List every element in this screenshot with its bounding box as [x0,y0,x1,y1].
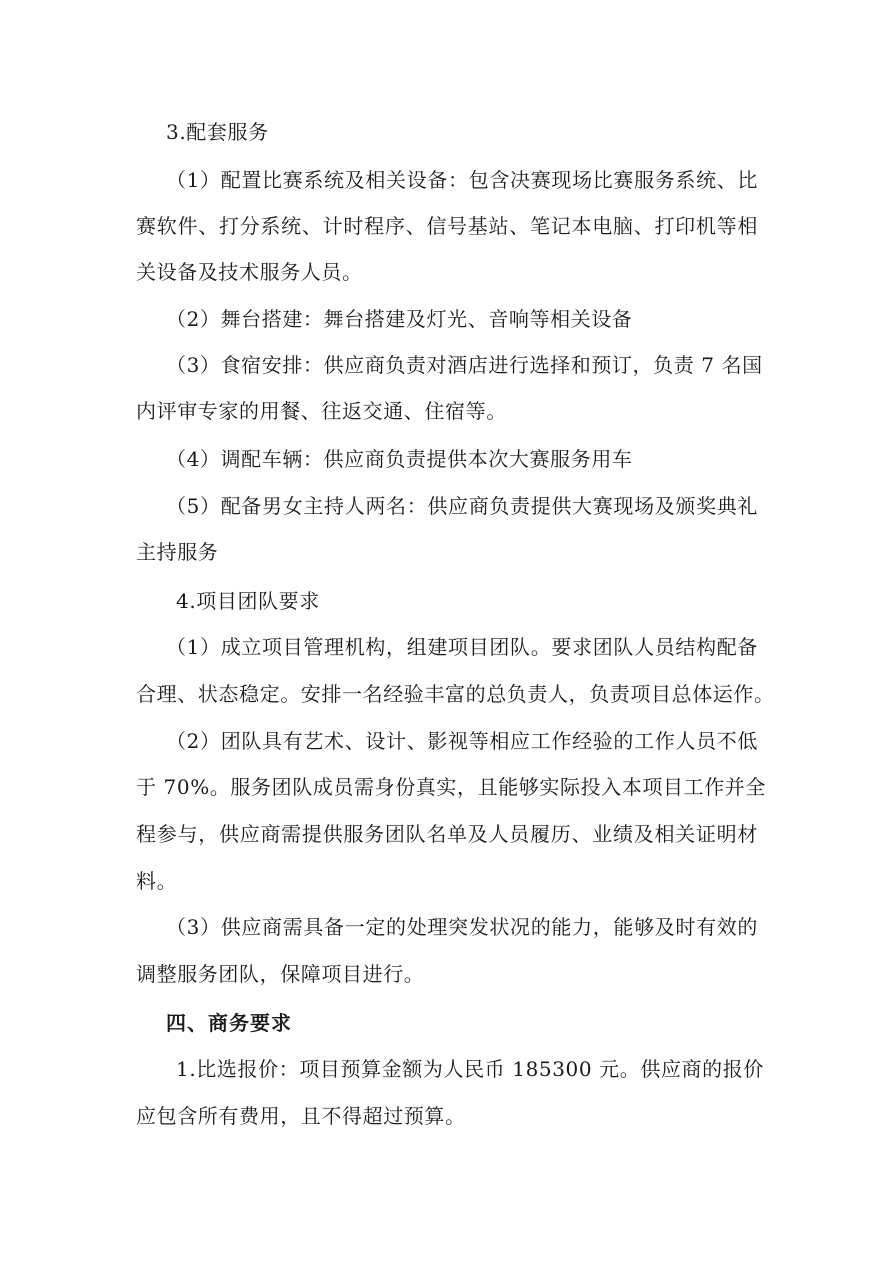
section-3-title: 3.配套服务 [166,120,269,144]
section-4-item-1-line-1: （1）成立项目管理机构，组建项目团队。要求团队人员结构配备 [166,635,758,659]
section-3-item-1-line-1: （1）配置比赛系统及相关设备：包含决赛现场比赛服务系统、比 [166,168,758,192]
section-3-item-1-line-3: 关设备及技术服务人员。 [136,260,363,284]
section-4-item-2-line-2: 于 70%。服务团队成员需身份真实，且能够实际投入本项目工作并全 [136,775,767,799]
section-3-item-2: （2）舞台搭建：舞台搭建及灯光、音响等相关设备 [166,307,633,331]
section-3-item-3-line-2: 内评审专家的用餐、往返交通、住宿等。 [136,399,507,423]
section-4-item-3-line-1: （3）供应商需具备一定的处理突发状况的能力，能够及时有效的 [166,915,758,939]
business-requirements-heading: 四、商务要求 [166,1011,292,1035]
section-4-item-2-line-1: （2）团队具有艺术、设计、影视等相应工作经验的工作人员不低 [166,729,758,753]
business-item-1-line-2: 应包含所有费用，且不得超过预算。 [136,1104,466,1128]
section-4-item-1-line-2: 合理、状态稳定。安排一名经验丰富的总负责人，负责项目总体运作。 [136,682,775,706]
section-4-item-2-line-4: 料。 [136,869,178,893]
section-4-title: 4.项目团队要求 [176,589,320,613]
section-3-item-5-line-1: （5）配备男女主持人两名：供应商负责提供大赛现场及颁奖典礼 [166,494,758,518]
section-3-item-5-line-2: 主持服务 [136,540,219,564]
section-3-item-3-line-1: （3）食宿安排：供应商负责对酒店进行选择和预订，负责 7 名国 [166,353,763,377]
business-item-1-line-1: 1.比选报价：项目预算金额为人民币 185300 元。供应商的报价 [176,1057,764,1081]
section-3-item-1-line-2: 赛软件、打分系统、计时程序、信号基站、笔记本电脑、打印机等相 [136,214,758,238]
section-4-item-2-line-3: 程参与，供应商需提供服务团队名单及人员履历、业绩及相关证明材 [136,822,758,846]
section-3-item-4: （4）调配车辆：供应商负责提供本次大赛服务用车 [166,447,633,471]
section-4-item-3-line-2: 调整服务团队，保障项目进行。 [136,962,425,986]
